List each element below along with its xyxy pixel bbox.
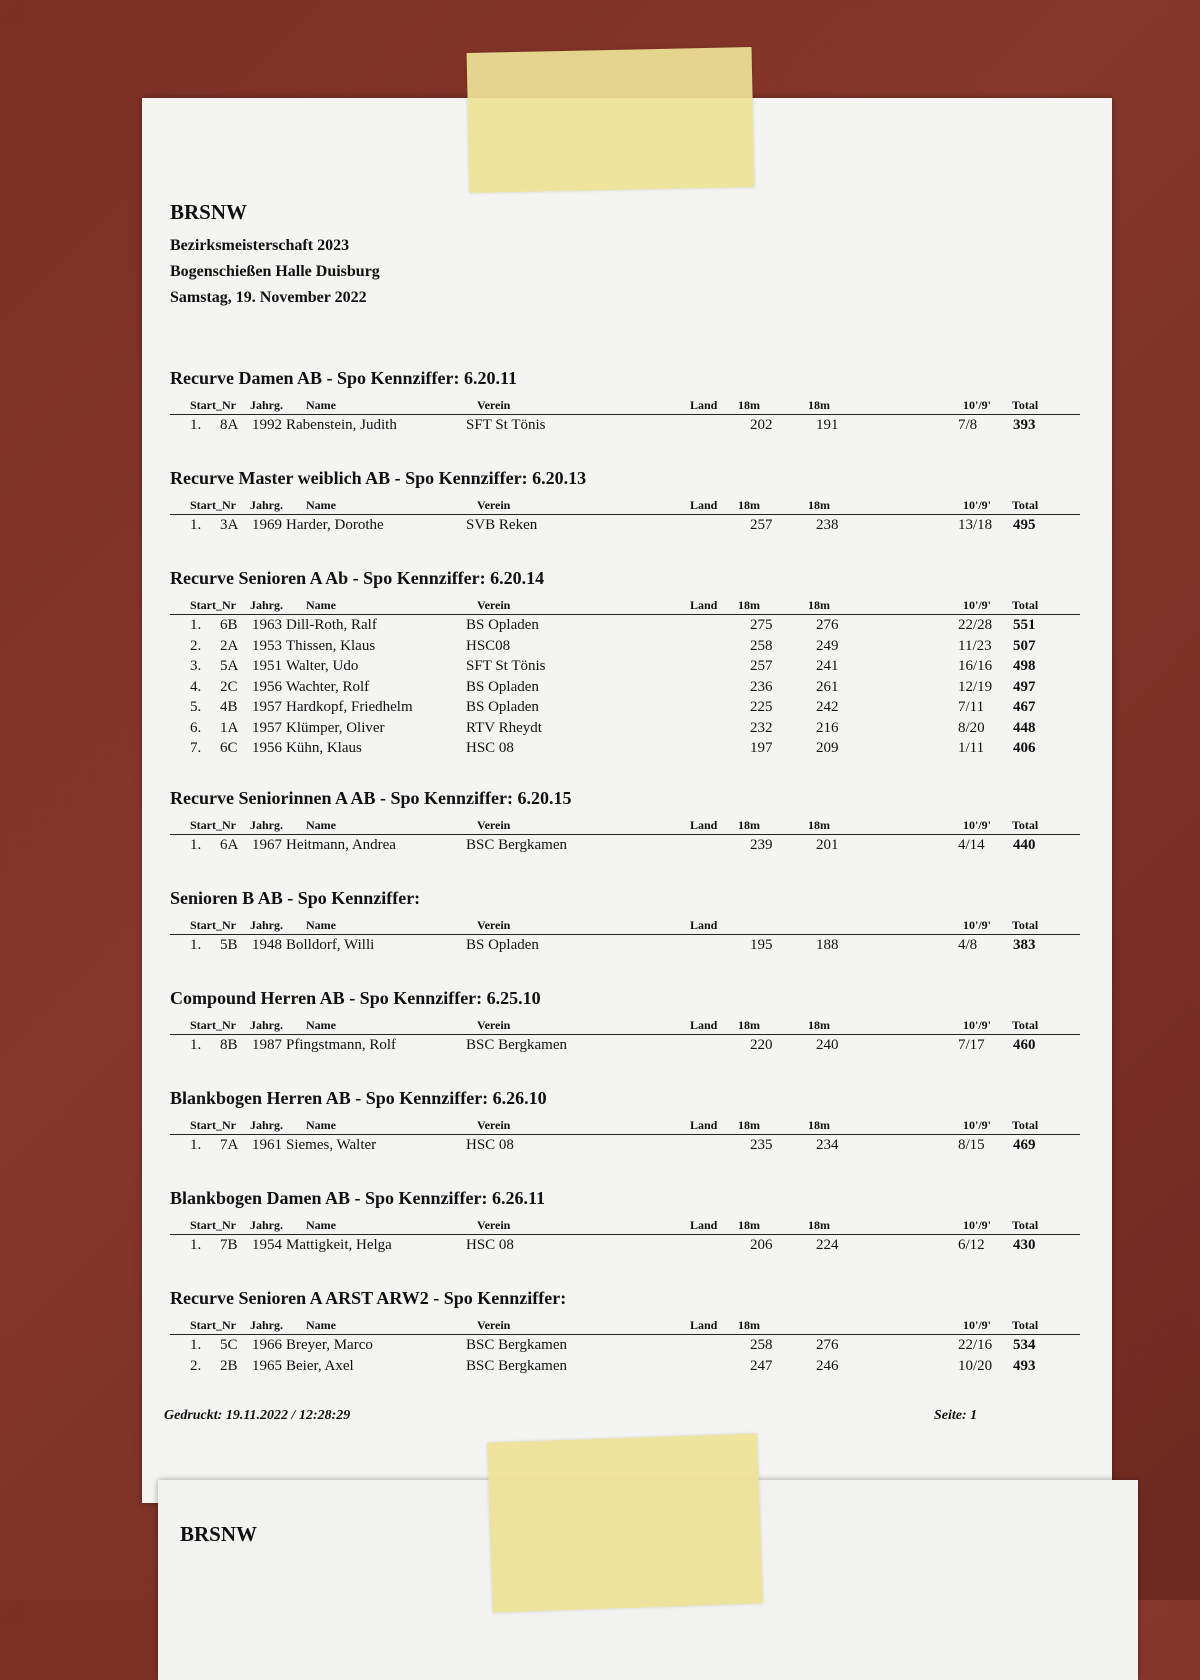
section-title: Recurve Master weiblich AB - Spo Kennziffer: 6.20.13 <box>170 468 587 488</box>
column-headers <box>170 492 1080 515</box>
column-jahrg: Jahrg. <box>250 498 283 512</box>
result-section <box>170 568 1080 759</box>
tens-nines: 10/20 <box>958 1357 993 1374</box>
rank: 1. <box>190 1037 202 1053</box>
club-name: BSC Bergkamen <box>466 1037 567 1053</box>
page-number: Seite: 1 <box>934 1408 978 1423</box>
start-number: 5A <box>220 658 239 674</box>
section-title: Recurve Seniorinnen A AB - Spo Kennziffer: 6.20.15 <box>170 788 572 808</box>
column-total: Total <box>1012 398 1039 412</box>
venue-line: Bogenschießen Halle Duisburg <box>170 263 380 280</box>
rank: 4. <box>190 678 202 695</box>
column-18m-first: 18m <box>738 498 760 512</box>
start-number: 8B <box>220 1037 238 1053</box>
tens-nines: 6/12 <box>958 1237 985 1253</box>
column-jahrg: Jahrg. <box>250 598 283 612</box>
column-name: Name <box>306 398 336 412</box>
column-tens-nines: 10'/9' <box>963 918 992 932</box>
column-18m-second: 18m <box>808 1118 830 1132</box>
column-verein: Verein <box>477 598 511 612</box>
athlete-name: Mattigkeit, Helga <box>286 1237 392 1253</box>
table-row <box>170 515 1080 536</box>
birth-year: 1948 <box>252 937 282 953</box>
column-headers <box>170 1212 1080 1235</box>
start-number: 6A <box>220 837 239 853</box>
column-name: Name <box>306 918 336 932</box>
column-jahrg: Jahrg. <box>250 1018 283 1032</box>
score-18m-first: 258 <box>750 1337 773 1353</box>
athlete-name: Beier, Axel <box>286 1357 354 1374</box>
column-name: Name <box>306 1018 336 1032</box>
column-start-nr: Start_Nr <box>190 498 236 512</box>
score-18m-second: 241 <box>816 658 839 674</box>
club-name: BS Opladen <box>466 937 539 953</box>
column-start-nr: Start_Nr <box>190 398 236 412</box>
rank: 2. <box>190 1357 202 1374</box>
score-18m-second: 276 <box>816 1337 839 1353</box>
column-tens-nines: 10'/9' <box>963 598 992 612</box>
club-name: BS Opladen <box>466 678 539 695</box>
score-18m-second: 216 <box>816 719 839 736</box>
score-18m-first: 202 <box>750 417 773 433</box>
result-section <box>170 988 1080 1056</box>
athlete-name: Heitmann, Andrea <box>286 837 396 853</box>
score-18m-first: 232 <box>750 719 773 736</box>
score-18m-second: 261 <box>816 678 839 695</box>
tens-nines: 11/23 <box>958 637 992 654</box>
table-row <box>170 1356 1080 1377</box>
section-title: Blankbogen Damen AB - Spo Kennziffer: 6.26.11 <box>170 1188 546 1208</box>
rank: 7. <box>190 740 202 756</box>
total-score: 440 <box>1013 837 1036 853</box>
column-land: Land <box>690 498 718 512</box>
results-sheet <box>142 98 1112 1503</box>
column-start-nr: Start_Nr <box>190 918 236 932</box>
column-land: Land <box>690 818 718 832</box>
tens-nines: 22/16 <box>958 1337 993 1353</box>
column-total: Total <box>1012 498 1039 512</box>
result-section <box>170 788 1080 856</box>
table-row <box>170 1235 1080 1256</box>
birth-year: 1963 <box>252 617 282 633</box>
birth-year: 1987 <box>252 1037 282 1053</box>
column-start-nr: Start_Nr <box>190 818 236 832</box>
start-number: 6B <box>220 617 238 633</box>
score-18m-second: 276 <box>816 617 839 633</box>
column-18m-first: 18m <box>738 1318 760 1332</box>
tens-nines: 13/18 <box>958 517 993 533</box>
start-number: 3A <box>220 517 239 533</box>
column-total: Total <box>1012 918 1039 932</box>
column-start-nr: Start_Nr <box>190 1318 236 1332</box>
column-verein: Verein <box>477 1018 511 1032</box>
column-name: Name <box>306 498 336 512</box>
score-18m-second: 238 <box>816 517 839 533</box>
column-tens-nines: 10'/9' <box>963 818 992 832</box>
score-18m-first: 206 <box>750 1237 773 1253</box>
column-headers <box>170 592 1080 615</box>
score-18m-first: 225 <box>750 699 773 715</box>
column-name: Name <box>306 1118 336 1132</box>
table-row <box>170 1135 1080 1156</box>
score-18m-second: 249 <box>816 637 839 654</box>
section-title: Blankbogen Herren AB - Spo Kennziffer: 6.26.10 <box>170 1088 547 1108</box>
column-headers <box>170 912 1080 935</box>
table-row <box>170 718 1080 739</box>
table-row <box>170 738 1080 759</box>
table-row <box>170 677 1080 698</box>
table-row <box>170 615 1080 636</box>
column-18m-first: 18m <box>738 1118 760 1132</box>
birth-year: 1957 <box>252 699 282 715</box>
column-land: Land <box>690 1218 718 1232</box>
column-jahrg: Jahrg. <box>250 818 283 832</box>
total-score: 448 <box>1013 719 1036 736</box>
column-headers <box>170 1312 1080 1335</box>
column-jahrg: Jahrg. <box>250 918 283 932</box>
club-name: BS Opladen <box>466 617 539 633</box>
column-18m-first: 18m <box>738 598 760 612</box>
total-score: 467 <box>1013 699 1036 715</box>
club-name: HSC 08 <box>466 1237 514 1253</box>
column-land: Land <box>690 1018 718 1032</box>
birth-year: 1969 <box>252 517 282 533</box>
section-title: Recurve Senioren A ARST ARW2 - Spo Kennziffer: <box>170 1288 567 1308</box>
tens-nines: 22/28 <box>958 617 993 633</box>
rank: 1. <box>190 1337 202 1353</box>
athlete-name: Dill-Roth, Ralf <box>286 617 377 633</box>
athlete-name: Kühn, Klaus <box>286 740 362 756</box>
birth-year: 1966 <box>252 1337 282 1353</box>
start-number: 4B <box>220 699 238 715</box>
total-score: 383 <box>1013 937 1036 953</box>
column-tens-nines: 10'/9' <box>963 1118 992 1132</box>
document-header <box>170 200 380 311</box>
birth-year: 1957 <box>252 719 282 736</box>
birth-year: 1956 <box>252 678 282 695</box>
birth-year: 1992 <box>252 417 282 433</box>
tens-nines: 4/14 <box>958 837 985 853</box>
club-name: BSC Bergkamen <box>466 837 567 853</box>
athlete-name: Wachter, Rolf <box>286 678 370 695</box>
start-number: 6C <box>220 740 238 756</box>
tens-nines: 8/20 <box>958 719 985 736</box>
column-total: Total <box>1012 1118 1039 1132</box>
start-number: 2C <box>220 678 238 695</box>
score-18m-first: 220 <box>750 1037 773 1053</box>
column-tens-nines: 10'/9' <box>963 398 992 412</box>
column-verein: Verein <box>477 398 511 412</box>
result-section <box>170 368 1080 436</box>
athlete-name: Breyer, Marco <box>286 1337 373 1353</box>
column-land: Land <box>690 918 718 932</box>
section-title: Recurve Damen AB - Spo Kennziffer: 6.20.11 <box>170 368 517 388</box>
score-18m-second: 234 <box>816 1137 839 1153</box>
column-18m-first: 18m <box>738 1018 760 1032</box>
column-headers <box>170 1012 1080 1035</box>
column-jahrg: Jahrg. <box>250 1318 283 1332</box>
athlete-name: Walter, Udo <box>286 658 359 674</box>
start-number: 2A <box>220 637 239 654</box>
column-start-nr: Start_Nr <box>190 1118 236 1132</box>
total-score: 469 <box>1013 1137 1036 1153</box>
rank: 1. <box>190 837 202 853</box>
start-number: 7B <box>220 1237 238 1253</box>
club-name: RTV Rheydt <box>466 719 542 736</box>
score-18m-second: 246 <box>816 1357 839 1374</box>
column-18m-second: 18m <box>808 398 830 412</box>
birth-year: 1954 <box>252 1237 282 1253</box>
rank: 6. <box>190 719 202 736</box>
column-18m-second: 18m <box>808 498 830 512</box>
column-verein: Verein <box>477 498 511 512</box>
start-number: 1A <box>220 719 239 736</box>
score-18m-second: 191 <box>816 417 839 433</box>
table-row <box>170 656 1080 677</box>
total-score: 534 <box>1013 1337 1036 1353</box>
date-line: Samstag, 19. November 2022 <box>170 289 367 306</box>
result-section <box>170 888 1080 956</box>
organization-title: BRSNW <box>170 200 248 224</box>
column-total: Total <box>1012 598 1039 612</box>
column-tens-nines: 10'/9' <box>963 1218 992 1232</box>
athlete-name: Rabenstein, Judith <box>286 417 397 433</box>
column-18m-first: 18m <box>738 1218 760 1232</box>
rank: 1. <box>190 517 202 533</box>
rank: 1. <box>190 1237 202 1253</box>
club-name: HSC 08 <box>466 740 514 756</box>
rank: 1. <box>190 417 202 433</box>
start-number: 5B <box>220 937 238 953</box>
section-title: Senioren B AB - Spo Kennziffer: <box>170 888 421 908</box>
column-name: Name <box>306 1318 336 1332</box>
column-total: Total <box>1012 1318 1039 1332</box>
club-name: SVB Reken <box>466 517 538 533</box>
score-18m-first: 257 <box>750 517 773 533</box>
total-score: 507 <box>1013 637 1036 654</box>
column-name: Name <box>306 598 336 612</box>
birth-year: 1967 <box>252 837 282 853</box>
rank: 1. <box>190 937 202 953</box>
score-18m-second: 209 <box>816 740 839 756</box>
club-name: SFT St Tönis <box>466 417 546 433</box>
table-row <box>170 1335 1080 1356</box>
birth-year: 1961 <box>252 1137 282 1153</box>
birth-year: 1965 <box>252 1357 282 1374</box>
event-title: Bezirksmeisterschaft 2023 <box>170 237 350 254</box>
table-row <box>170 415 1080 436</box>
total-score: 430 <box>1013 1237 1036 1253</box>
column-18m-second: 18m <box>808 1218 830 1232</box>
tens-nines: 7/11 <box>958 699 985 715</box>
athlete-name: Harder, Dorothe <box>286 517 384 533</box>
column-land: Land <box>690 1118 718 1132</box>
table-row <box>170 636 1080 657</box>
result-section <box>170 1188 1080 1256</box>
tens-nines: 8/15 <box>958 1137 985 1153</box>
athlete-name: Pfingstmann, Rolf <box>286 1037 397 1053</box>
column-headers <box>170 392 1080 415</box>
score-18m-second: 188 <box>816 937 839 953</box>
tens-nines: 4/8 <box>958 937 978 953</box>
athlete-name: Klümper, Oliver <box>286 719 385 736</box>
start-number: 5C <box>220 1337 238 1353</box>
column-jahrg: Jahrg. <box>250 398 283 412</box>
club-name: SFT St Tönis <box>466 658 546 674</box>
column-tens-nines: 10'/9' <box>963 498 992 512</box>
column-18m-second: 18m <box>808 818 830 832</box>
rank: 5. <box>190 699 202 715</box>
result-section <box>170 1088 1080 1156</box>
start-number: 2B <box>220 1357 238 1374</box>
column-land: Land <box>690 598 718 612</box>
column-verein: Verein <box>477 818 511 832</box>
column-total: Total <box>1012 1218 1039 1232</box>
column-headers <box>170 1112 1080 1135</box>
tens-nines: 12/19 <box>958 678 993 695</box>
column-jahrg: Jahrg. <box>250 1218 283 1232</box>
total-score: 393 <box>1013 417 1036 433</box>
score-18m-first: 257 <box>750 658 773 674</box>
column-verein: Verein <box>477 1218 511 1232</box>
column-start-nr: Start_Nr <box>190 1018 236 1032</box>
score-18m-first: 247 <box>750 1357 773 1374</box>
rank: 1. <box>190 617 202 633</box>
score-18m-first: 275 <box>750 617 773 633</box>
column-start-nr: Start_Nr <box>190 598 236 612</box>
tens-nines: 16/16 <box>958 658 993 674</box>
section-title: Compound Herren AB - Spo Kennziffer: 6.25.10 <box>170 988 541 1008</box>
section-title: Recurve Senioren A Ab - Spo Kennziffer: 6.20.14 <box>170 568 545 588</box>
club-name: BSC Bergkamen <box>466 1337 567 1353</box>
athlete-name: Thissen, Klaus <box>286 637 376 654</box>
printed-timestamp: Gedruckt: 19.11.2022 / 12:28:29 <box>164 1408 351 1423</box>
column-name: Name <box>306 818 336 832</box>
column-name: Name <box>306 1218 336 1232</box>
tape-strip-top <box>467 47 755 193</box>
total-score: 497 <box>1013 678 1036 695</box>
tens-nines: 7/17 <box>958 1037 985 1053</box>
athlete-name: Hardkopf, Friedhelm <box>286 699 413 715</box>
rank: 2. <box>190 637 202 654</box>
tens-nines: 1/11 <box>958 740 985 756</box>
tens-nines: 7/8 <box>958 417 978 433</box>
table-row <box>170 697 1080 718</box>
birth-year: 1951 <box>252 658 282 674</box>
column-tens-nines: 10'/9' <box>963 1318 992 1332</box>
total-score: 498 <box>1013 658 1036 674</box>
athlete-name: Siemes, Walter <box>286 1137 377 1153</box>
table-row <box>170 935 1080 956</box>
column-land: Land <box>690 1318 718 1332</box>
score-18m-first: 235 <box>750 1137 773 1153</box>
club-name: BSC Bergkamen <box>466 1357 567 1374</box>
birth-year: 1956 <box>252 740 282 756</box>
second-sheet-organization: BRSNW <box>180 1522 258 1546</box>
score-18m-first: 197 <box>750 740 773 756</box>
score-18m-first: 236 <box>750 678 773 695</box>
column-start-nr: Start_Nr <box>190 1218 236 1232</box>
start-number: 7A <box>220 1137 239 1153</box>
score-18m-second: 201 <box>816 837 839 853</box>
club-name: HSC 08 <box>466 1137 514 1153</box>
result-section <box>170 1288 1080 1376</box>
score-18m-first: 239 <box>750 837 773 853</box>
column-18m-first: 18m <box>738 818 760 832</box>
tape-strip-bottom <box>487 1433 763 1612</box>
total-score: 493 <box>1013 1357 1036 1374</box>
table-row <box>170 835 1080 856</box>
table-row <box>170 1035 1080 1056</box>
total-score: 495 <box>1013 517 1036 533</box>
column-verein: Verein <box>477 918 511 932</box>
score-18m-second: 242 <box>816 699 839 715</box>
column-total: Total <box>1012 818 1039 832</box>
total-score: 551 <box>1013 617 1036 633</box>
column-18m-first: 18m <box>738 398 760 412</box>
rank: 1. <box>190 1137 202 1153</box>
birth-year: 1953 <box>252 637 282 654</box>
athlete-name: Bolldorf, Willi <box>286 937 375 953</box>
club-name: BS Opladen <box>466 699 539 715</box>
column-headers <box>170 812 1080 835</box>
column-18m-second: 18m <box>808 598 830 612</box>
column-total: Total <box>1012 1018 1039 1032</box>
column-tens-nines: 10'/9' <box>963 1018 992 1032</box>
column-verein: Verein <box>477 1318 511 1332</box>
column-18m-second: 18m <box>808 1018 830 1032</box>
score-18m-first: 195 <box>750 937 773 953</box>
total-score: 406 <box>1013 740 1036 756</box>
result-section <box>170 468 1080 536</box>
start-number: 8A <box>220 417 239 433</box>
total-score: 460 <box>1013 1037 1036 1053</box>
column-land: Land <box>690 398 718 412</box>
column-jahrg: Jahrg. <box>250 1118 283 1132</box>
column-verein: Verein <box>477 1118 511 1132</box>
score-18m-second: 224 <box>816 1237 839 1253</box>
club-name: HSC08 <box>466 637 511 654</box>
score-18m-second: 240 <box>816 1037 839 1053</box>
score-18m-first: 258 <box>750 637 773 654</box>
rank: 3. <box>190 658 202 674</box>
